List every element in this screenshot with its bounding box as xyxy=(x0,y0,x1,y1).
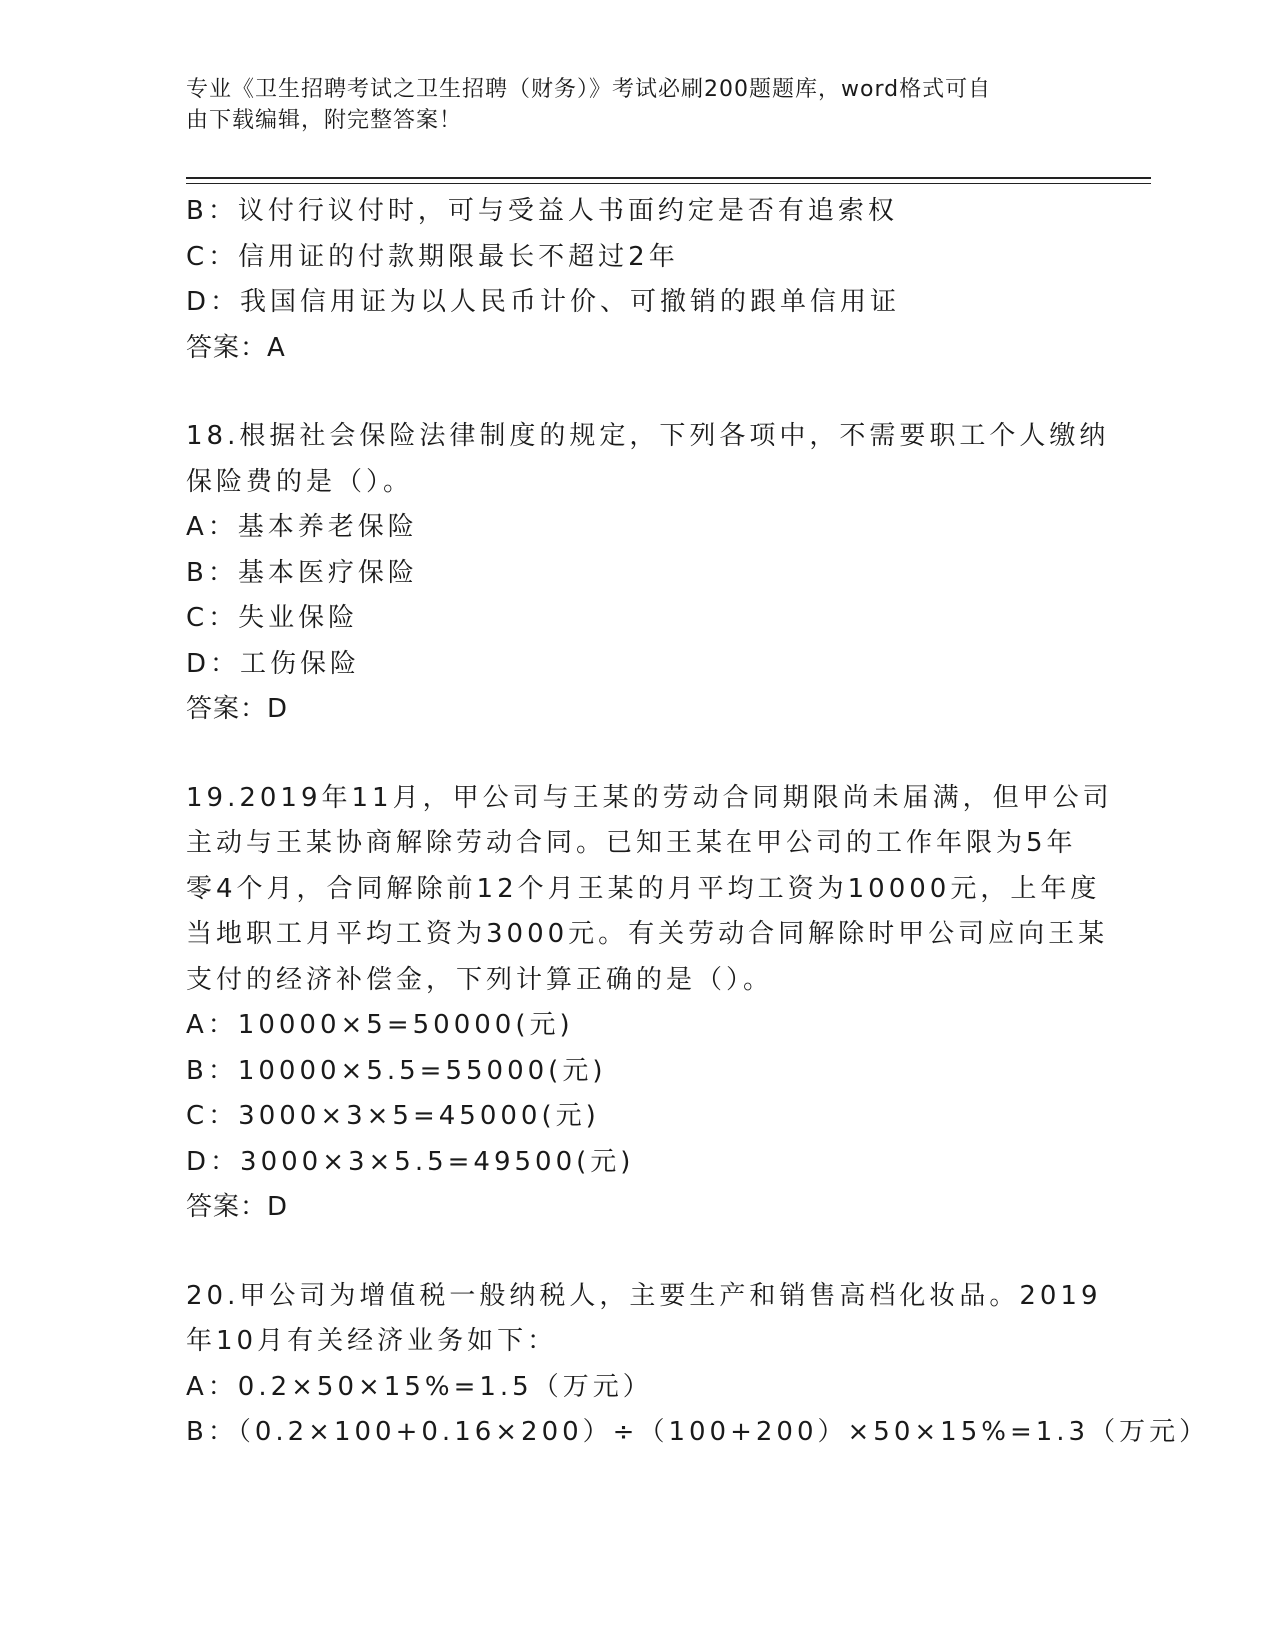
option-b: B：10000×5.5=55000(元) xyxy=(186,1055,607,1086)
question-stem: 支付的经济补偿金，下列计算正确的是（）。 xyxy=(186,964,774,995)
option-c: C：失业保险 xyxy=(186,603,359,633)
option-b: B：议付行议付时，可与受益人书面约定是否有追索权 xyxy=(186,196,898,226)
option-b: B：基本医疗保险 xyxy=(186,557,418,588)
spacer xyxy=(186,1231,1086,1274)
question-20 xyxy=(186,1274,1210,1456)
option-a: A：0.2×50×15%=1.5（万元） xyxy=(186,1371,653,1402)
question-stem: 保险费的是（）。 xyxy=(186,466,414,497)
document-header xyxy=(186,74,1066,136)
option-c: C：信用证的付款期限最长不超过2年 xyxy=(186,241,679,272)
answer-label: 答案：D xyxy=(186,1192,289,1222)
question-stem: 当地职工月平均工资为3000元。有关劳动合同解除时甲公司应向王某 xyxy=(186,919,1109,949)
option-c: C：3000×3×5=45000(元) xyxy=(186,1101,600,1131)
answer-label: 答案：A xyxy=(186,332,286,363)
question-stem: 年10月有关经济业务如下： xyxy=(186,1326,558,1356)
option-b: B：（0.2×100+0.16×200）÷（100+200）×50×15%=1.3（万元） xyxy=(186,1417,1210,1447)
question-18 xyxy=(186,414,1110,733)
option-a: A：10000×5=50000(元) xyxy=(186,1010,574,1040)
spacer xyxy=(186,733,1086,776)
question-17 xyxy=(186,189,1086,371)
option-a: A：基本养老保险 xyxy=(186,512,418,542)
header-divider-thin xyxy=(186,183,1151,184)
question-stem: 19.2019年11月，甲公司与王某的劳动合同期限尚未届满，但甲公司 xyxy=(186,782,1113,813)
header-divider-thick xyxy=(186,177,1151,179)
header-title-line: 专业《卫生招聘考试之卫生招聘（财务）》考试必刷200题题库，word格式可自 xyxy=(186,77,992,102)
question-19 xyxy=(186,776,1113,1231)
option-d: D：工伤保险 xyxy=(186,648,361,679)
answer-label: 答案：D xyxy=(186,694,289,724)
spacer xyxy=(186,371,1086,414)
question-stem: 18.根据社会保险法律制度的规定，下列各项中，不需要职工个人缴纳 xyxy=(186,421,1110,451)
header-title-line: 由下载编辑，附完整答案！ xyxy=(186,108,463,133)
question-list xyxy=(186,189,1210,1456)
question-stem: 零4个月，合同解除前12个月王某的月平均工资为10000元，上年度 xyxy=(186,873,1101,904)
question-stem: 主动与王某协商解除劳动合同。已知王某在甲公司的工作年限为5年 xyxy=(186,828,1077,858)
option-d: D：我国信用证为以人民币计价、可撤销的跟单信用证 xyxy=(186,287,901,317)
question-stem: 20.甲公司为增值税一般纳税人，主要生产和销售高档化妆品。2019 xyxy=(186,1280,1102,1311)
option-d: D：3000×3×5.5=49500(元) xyxy=(186,1146,635,1177)
